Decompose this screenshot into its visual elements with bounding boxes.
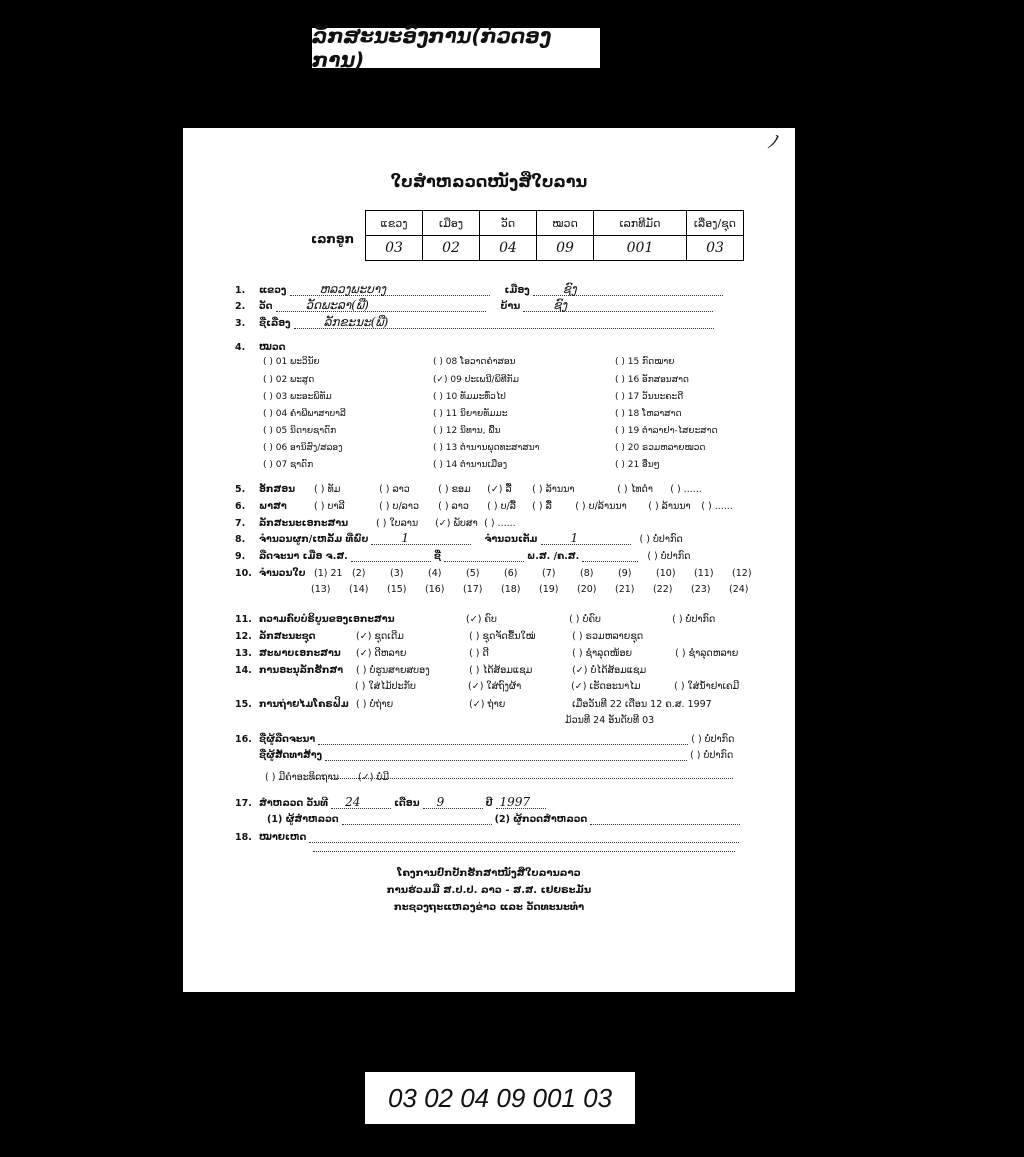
microfilm-row: 15. ການຖ່າຍໄມໂຄຣຟິມ ( ) ບໍ່ຖ່າຍ (✓) ຖ່າຍ ເມື່ອວັນທີ 22 ເດືອນ 12 ຄ.ສ. 1997 <box>235 699 712 710</box>
code-header: ໝວດ <box>537 211 594 236</box>
inscription-date-row: 9. ລືດຈະນາ ເມື່ອ ຈ.ສ. ຊື່ ພ.ສ. /ຄ.ສ. ( ) ບໍ່ປາກົດ <box>235 551 691 562</box>
dotted-line <box>313 851 735 852</box>
code-value: 09 <box>537 236 594 261</box>
temple-field: ວັດພະລາ(ພື) <box>276 301 486 312</box>
field-title-row: 3. ຊື່ເລື່ອງ ລັກຂະນະ(ພື) <box>235 318 714 329</box>
footer-code: 03 02 04 09 001 03 <box>365 1072 635 1124</box>
form-title: ໃບສຳຫລວດໜັງສືໃບລານ <box>390 172 588 191</box>
conservation-row-2: ( ) ໃສ່ໄມ້ປະກັບ (✓) ໃສ່ຖົງຜ້າ (✓) ເຮັດອະນາໄມ ( ) ໃສ່ນ້ຳຢາເຄມີ <box>355 681 740 692</box>
category-item: ( ) 01 ພະວິນັຍ <box>263 357 320 367</box>
survey-form <box>183 128 795 992</box>
village-field: ຊົງ <box>523 301 713 312</box>
language-row: 6. ພາສາ ( ) ບາລີ ( ) ບ/ລາວ ( ) ລາວ ( ) ບ/ລື້ ( ) ລື້ ( ) ບ/ລ້ານນາ ( ) ລ້ານນາ ( ) ...... <box>235 501 733 512</box>
remarks-row: 18. ໝາຍເຫດ <box>235 832 739 843</box>
footer-line-1: ໂຄງການປົກປັກຮັກສາໜັງສືໃບລານລາວ <box>397 868 581 879</box>
script-row: 5. ອັກສອນ ( ) ທັມ ( ) ລາວ ( ) ຂອມ (✓) ລື້ ( ) ລ້ານນາ ( ) ໄທດຳ ( ) ...... <box>235 484 702 495</box>
footer-line-3: ກະຊວງຖະແຫລງຂ່າວ ແລະ ວັດທະນະທຳ <box>393 902 585 913</box>
category-item: ( ) 14 ຕຳນານເມືອງ <box>433 460 508 470</box>
code-value: 001 <box>594 236 687 261</box>
category-item: ( ) 05 ນິດາຍຊາດົກ <box>263 426 337 436</box>
code-header: ວັດ <box>480 211 537 236</box>
microfilm-reel-row: ມ້ວນທີ 24 ອັນດັບທີ 03 <box>565 715 655 726</box>
category-item: ( ) 11 ນິຍາຍທັມມະ <box>433 409 508 419</box>
code-label: ເລກອູກ <box>311 232 355 246</box>
category-item: ( ) 02 ພະສູດ <box>263 375 315 385</box>
field-temple-row: 2. ວັດ ວັດພະລາ(ພື) ບ້ານ ຊົງ <box>235 301 713 312</box>
code-header: ເມືອງ <box>423 211 480 236</box>
category-item: (✓) 09 ປະເພນີ/ພິທີກັມ <box>433 375 519 385</box>
category-item: ( ) 08 ໂອວາດຄຳສອນ <box>433 357 516 367</box>
dedication-row: ( ) ມີຄຳອະທິດຖານ (✓) ບໍ່ມີ <box>265 772 390 783</box>
code-header: ເລກທີມັດ <box>594 211 687 236</box>
bundle-count-row: 8. ຈຳນວນຜູກ/ເຫລັ້ມ ທີ່ພົບ 1 ຈຳນວນເຕັມ 1 ( ) ບໍ່ປາກົດ <box>235 531 683 545</box>
category-item: ( ) 19 ຕຳລາຢາ-ໄສຍະສາດ <box>615 426 718 436</box>
sponsor-row: ຊື່ຜູ້ສັດທາສ້າງ ( ) ບໍ່ປາກົດ <box>259 750 734 761</box>
field-category-row: 4. ໝວດ <box>235 342 286 353</box>
category-item: ( ) 16 ອັກສອນສາດ <box>615 375 689 385</box>
category-item: ( ) 20 ຣວມຫລາຍໝວດ <box>615 443 706 453</box>
folio-count-row-2: (13) (14) (15) (16) (17) (18) (19) (20) (21) (22) (23) (24) <box>311 584 749 595</box>
category-item: ( ) 07 ຊາດົກ <box>263 460 314 470</box>
code-header: ເລື່ອງ/ຊຸດ <box>687 211 744 236</box>
completeness-row: 11. ຄວາມຄົບບໍຣິບູນຂອງເອກະສານ (✓) ຄົບ ( ) ບໍ່ຄົບ ( ) ບໍ່ປາກົດ <box>235 614 716 625</box>
set-type-row: 12. ລັກສະນະຊຸດ (✓) ຊຸດເດີມ ( ) ຊຸດຈັດຂື້ນໃໝ່ ( ) ຣວມຫລາຍຊຸດ <box>235 631 644 642</box>
category-item: ( ) 15 ກົດໝາຍ <box>615 357 675 367</box>
province-field: ຫລວງພະບາງ <box>290 285 490 296</box>
category-item: ( ) 12 ນິທານ, ພື້ນ <box>433 426 501 436</box>
code-header: ແຂວງ <box>366 211 423 236</box>
survey-date-row: 17. ສຳຫລວດ ວັນທີ 24 ເດືອນ 9 ປີ 1997 <box>235 798 546 809</box>
field-province-row: 1. ແຂວງ ຫລວງພະບາງ ເມືອງ ຊົງ <box>235 285 723 296</box>
corner-mark: ノ <box>765 132 783 153</box>
conservation-row: 14. ການອະນຸລັກຮັກສາ ( ) ບໍ່ຮູນສາຍສບອງ ( ) ໄດ້ສ້ອມແຊມ (✓) ບໍ່ໄດ້ສ້ອມແຊມ <box>235 665 647 676</box>
document-type-row: 7. ລັກສະນະເອກະສານ ( ) ໃບລານ (✓) ພັບສາ ( ) ...... <box>235 518 516 529</box>
code-value: 04 <box>480 236 537 261</box>
footer-line-2: ການຮ່ວມມື ສ.ປ.ປ. ລາວ - ສ.ສ. ເຢຍຣະມັນ <box>386 885 592 896</box>
category-item: ( ) 06 ອານິສົງ/ສລອງ <box>263 443 343 453</box>
code-table <box>365 210 744 261</box>
signature-row: (1) ຜູ້ສຳຫລວດ (2) ຜູ້ກວດສຳຫລວດ <box>267 814 740 825</box>
category-item: ( ) 04 ຄຳພີພາສາບາລີ <box>263 409 346 419</box>
condition-row: 13. ສະພາບເອກະສານ (✓) ດີຫລາຍ ( ) ດີ ( ) ຊຳລຸດໜ້ອຍ ( ) ຊຳລຸດຫລາຍ <box>235 648 739 659</box>
scribe-row: 16. ຊື່ຜູ້ລືດຈະນາ ( ) ບໍ່ປາກົດ <box>235 734 735 745</box>
category-item: ( ) 13 ຕຳນານພຸດທະສາສນາ <box>433 443 540 453</box>
category-item: ( ) 10 ທັມມະທົ່ວໄປ <box>433 392 506 402</box>
category-item: ( ) 17 ວັນນະຄະດີ <box>615 392 684 402</box>
code-value: 03 <box>366 236 423 261</box>
district-field: ຊົງ <box>533 285 723 296</box>
category-item: ( ) 18 ໂຫລາສາດ <box>615 409 682 419</box>
header-label: ລັກສະນະອົງການ(ກ່ວດອງການ) <box>312 28 600 68</box>
code-value: 02 <box>423 236 480 261</box>
category-item: ( ) 21 ອື່ນໆ <box>615 460 660 470</box>
folio-count-row: 10. ຈຳນວນໃບ (1) 21 (2) (3) (4) (5) (6) (7) (8) (9) (10) (11) (12) <box>235 568 752 579</box>
title-field: ລັກຂະນະ(ພື) <box>294 318 714 329</box>
code-value: 03 <box>687 236 744 261</box>
category-item: ( ) 03 ພະອະພິທັມ <box>263 392 332 402</box>
